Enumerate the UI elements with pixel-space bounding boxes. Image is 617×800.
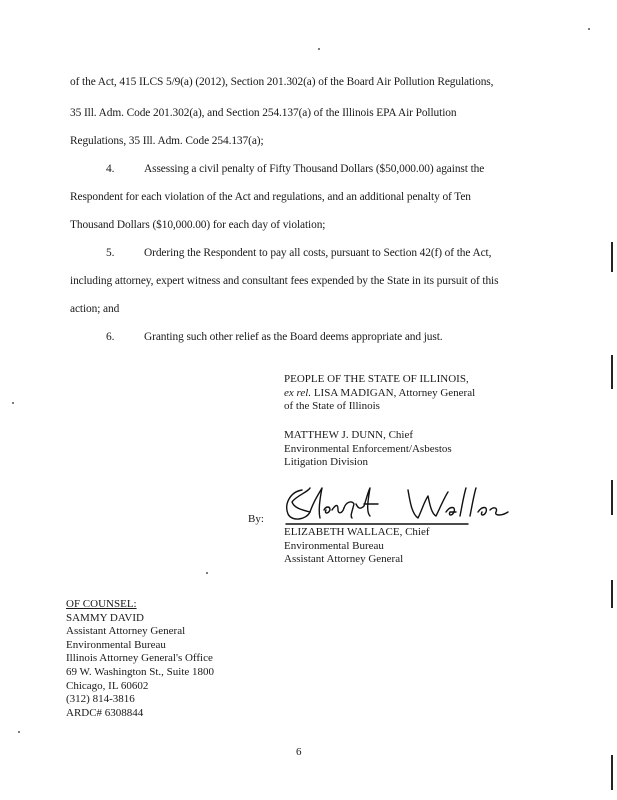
of-counsel-heading: OF COUNSEL: (66, 598, 137, 610)
chief-name: MATTHEW J. DUNN, Chief (284, 429, 414, 441)
counsel-line: Illinois Attorney General's Office (66, 652, 213, 665)
counsel-line: ARDC# 6308844 (66, 706, 144, 719)
signatory-block (284, 526, 430, 567)
ex-rel-text: ex rel. (284, 386, 312, 399)
party-line (284, 387, 475, 401)
item-number: 4. (106, 163, 115, 175)
scan-mark (611, 480, 613, 515)
item-text: Thousand Dollars ($10,000.00) for each day of violation; (70, 219, 326, 231)
party-line: of the State of Illinois (284, 400, 380, 413)
by-label: By: (248, 513, 264, 525)
body-line: of the Act, 415 ILCS 5/9(a) (2012), Section 201.302(a) of the Board Air Pollution Regulations, (70, 76, 494, 88)
scan-speck (12, 402, 14, 404)
counsel-line: SAMMY DAVID (66, 611, 144, 624)
counsel-line: Chicago, IL 60602 (66, 679, 149, 692)
counsel-line: (312) 814-3816 (66, 693, 135, 706)
item-number: 6. (106, 331, 115, 343)
item-text: action; and (70, 303, 120, 315)
scan-speck (318, 48, 320, 50)
item-text: Ordering the Respondent to pay all costs, pursuant to Section 42(f) of the Act, (144, 247, 492, 259)
chief-block (284, 429, 452, 470)
signatory-name: ELIZABETH WALLACE, Chief (284, 526, 430, 538)
scan-mark (611, 580, 613, 608)
scan-mark (611, 755, 613, 790)
attorney-general-text: LISA MADIGAN, Attorney General (311, 386, 476, 399)
item-text: including attorney, expert witness and consultant fees expended by the State in its pursuit of this (70, 275, 499, 287)
counsel-line: Assistant Attorney General (66, 625, 186, 638)
scan-mark (611, 355, 613, 389)
page-number: 6 (296, 746, 302, 758)
item-text: Respondent for each violation of the Act and regulations, and an additional penalty of Ten (70, 191, 471, 203)
item-number: 5. (106, 247, 115, 259)
scan-speck (206, 572, 208, 574)
party-block (284, 373, 475, 414)
party-line: PEOPLE OF THE STATE OF ILLINOIS, (284, 373, 469, 385)
handwritten-signature (280, 482, 512, 530)
signatory-title: Assistant Attorney General (284, 553, 404, 566)
signatory-bureau: Environmental Bureau (284, 539, 384, 552)
chief-title: Environmental Enforcement/Asbestos (284, 442, 452, 455)
item-text: Assessing a civil penalty of Fifty Thousand Dollars ($50,000.00) against the (144, 163, 485, 175)
body-line: Regulations, 35 Ill. Adm. Code 254.137(a); (70, 135, 264, 147)
body-line: 35 Ill. Adm. Code 201.302(a), and Section 254.137(a) of the Illinois EPA Air Pollution (70, 107, 457, 119)
chief-division: Litigation Division (284, 456, 369, 469)
of-counsel-block (66, 598, 214, 720)
scan-mark (611, 242, 613, 272)
counsel-line: 69 W. Washington St., Suite 1800 (66, 665, 215, 678)
item-text: Granting such other relief as the Board deems appropriate and just. (144, 331, 443, 343)
scan-speck (18, 731, 20, 733)
scan-speck (588, 28, 590, 30)
counsel-line: Environmental Bureau (66, 638, 166, 651)
